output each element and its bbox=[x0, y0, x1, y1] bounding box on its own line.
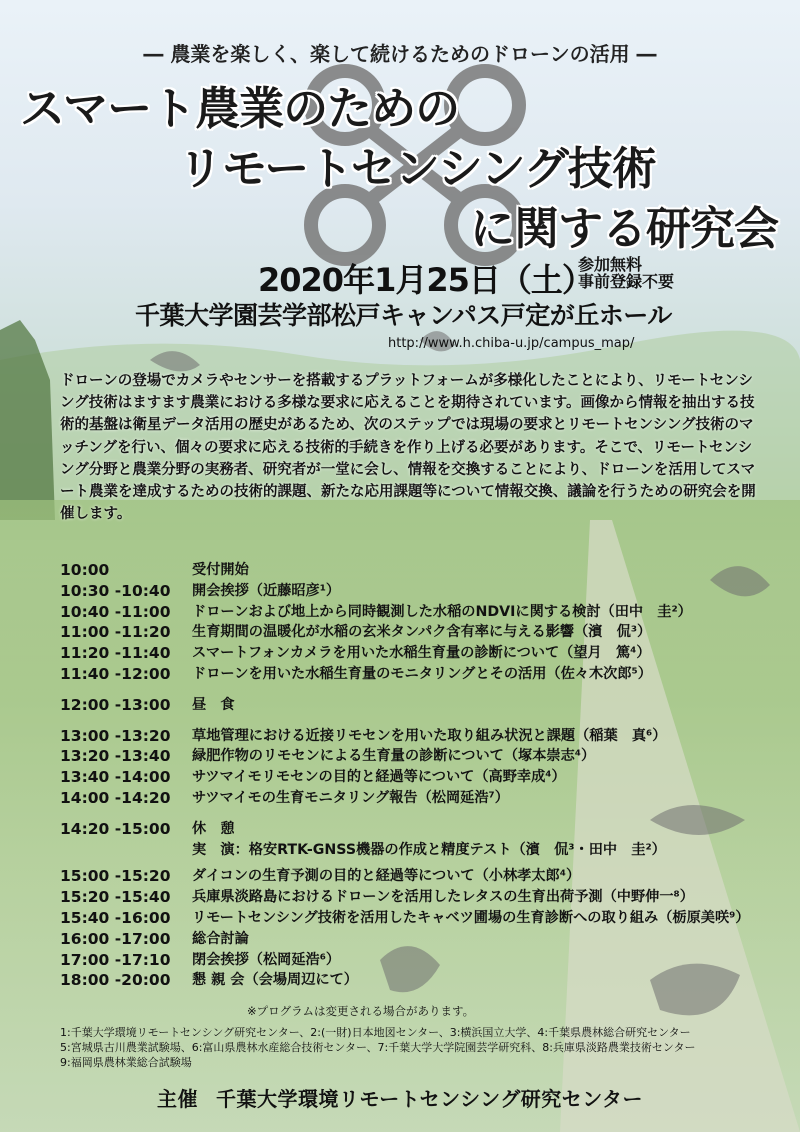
schedule-row bbox=[60, 726, 780, 747]
schedule-row bbox=[60, 950, 780, 971]
schedule-time bbox=[60, 840, 192, 861]
schedule-row bbox=[60, 866, 780, 887]
venue-url-link[interactable]: http://www.h.chiba-u.jp/campus_map/ bbox=[388, 336, 635, 351]
subtitle: ― 農業を楽しく、楽して続けるためのドローンの活用 ― bbox=[143, 42, 657, 66]
schedule-row bbox=[60, 819, 780, 840]
affiliation-footnotes bbox=[60, 1025, 780, 1070]
schedule-time: 15:40 -16:00 bbox=[60, 908, 171, 927]
event-venue: 千葉大学園芸学部松戸キャンパス戸定が丘ホール bbox=[135, 301, 672, 330]
schedule-row bbox=[60, 788, 780, 809]
schedule-time: 13:00 -13:20 bbox=[60, 726, 171, 745]
footnote-line: 9:福岡県農林業総合試験場 bbox=[60, 1056, 192, 1069]
schedule-time: 18:00 -20:00 bbox=[60, 971, 171, 990]
schedule-desc: 草地管理における近接リモセンを用いた取り組み状況と課題（稲葉 真⁶） bbox=[192, 727, 667, 744]
organizer bbox=[0, 1083, 800, 1112]
schedule-desc: 休 憩 bbox=[192, 820, 235, 837]
schedule-row bbox=[60, 840, 780, 861]
schedule-time: 13:40 -14:00 bbox=[60, 768, 171, 787]
organizer-label: 主催 bbox=[157, 1087, 199, 1111]
schedule-desc: サツマイモリモセンの目的と経過等について（高野幸成⁴） bbox=[192, 769, 566, 786]
schedule-desc: サツマイモの生育モニタリング報告（松岡延浩⁷） bbox=[192, 789, 509, 806]
schedule-row bbox=[60, 908, 780, 929]
schedule-time: 14:20 -15:00 bbox=[60, 819, 171, 838]
schedule-row bbox=[60, 560, 780, 581]
schedule-desc: 兵庫県淡路島におけるドローンを活用したレタスの生育出荷予測（中野伸一⁸） bbox=[192, 889, 694, 906]
schedule-desc: 緑肥作物のリモセンによる生育量の診断について（塚本崇志⁴） bbox=[192, 748, 596, 765]
title-line-2: リモートセンシング技術 bbox=[178, 142, 656, 195]
schedule-time: 11:20 -11:40 bbox=[60, 644, 171, 663]
schedule-row bbox=[60, 767, 780, 788]
schedule-desc: 開会挨拶（近藤昭彦¹） bbox=[192, 582, 341, 599]
schedule-row bbox=[60, 746, 780, 767]
schedule-time: 10:00 bbox=[60, 561, 110, 579]
schedule-time: 10:30 -10:40 bbox=[60, 581, 171, 600]
schedule bbox=[60, 560, 780, 991]
footnote-line: 1:千葉大学環境リモートセンシング研究センター、2:(一財)日本地図センター、3:横浜国立大学、4:千葉県農林総合研究センター bbox=[60, 1026, 691, 1039]
schedule-time: 15:00 -15:20 bbox=[60, 867, 171, 886]
schedule-time: 14:00 -14:20 bbox=[60, 788, 171, 807]
event-date: 2020年1月25日（土） bbox=[258, 261, 593, 299]
schedule-desc: 実 演：格安RTK-GNSS機器の作成と精度テスト（濱 侃³・田中 圭²） bbox=[192, 841, 666, 858]
organizer-name: 千葉大学環境リモートセンシング研究センター bbox=[216, 1087, 643, 1111]
schedule-time: 10:40 -11:00 bbox=[60, 602, 171, 621]
fee-free: 参加無料 bbox=[578, 255, 643, 274]
schedule-desc: リモートセンシング技術を活用したキャベツ圃場の生育診断への取り組み（栃原美咲⁹） bbox=[192, 909, 750, 926]
schedule-desc: ドローンおよび地上から同時観測した水稲のNDVIに関する検討（田中 圭²） bbox=[192, 603, 692, 620]
schedule-row bbox=[60, 643, 780, 664]
schedule-time: 16:00 -17:00 bbox=[60, 929, 171, 948]
title-line-3: に関する研究会 bbox=[470, 202, 779, 255]
schedule-row bbox=[60, 622, 780, 643]
schedule-desc: ドローンを用いた水稲生育量のモニタリングとその活用（佐々木次郎⁵） bbox=[192, 665, 652, 682]
schedule-row bbox=[60, 602, 780, 623]
schedule-row bbox=[60, 929, 780, 950]
title-line-1: スマート農業のための bbox=[20, 82, 460, 135]
schedule-row bbox=[60, 695, 780, 716]
schedule-time: 11:40 -12:00 bbox=[60, 664, 171, 683]
fee-info bbox=[578, 256, 674, 290]
schedule-time: 13:20 -13:40 bbox=[60, 747, 171, 766]
footnote-line: 5:宮城県古川農業試験場、6:富山県農林水産総合技術センター、7:千葉大学大学院園芸学研究科、8:兵庫県淡路農業技術センター bbox=[60, 1041, 696, 1054]
registration-not-required: 事前登録不要 bbox=[578, 272, 675, 291]
schedule-desc: 昼 食 bbox=[192, 696, 235, 713]
program-change-note: ※プログラムは変更される場合があります。 bbox=[247, 1004, 475, 1018]
schedule-time: 12:00 -13:00 bbox=[60, 695, 171, 714]
schedule-row bbox=[60, 970, 780, 991]
schedule-row bbox=[60, 664, 780, 685]
schedule-desc: 懇 親 会（会場周辺にて） bbox=[192, 972, 358, 989]
schedule-desc: ダイコンの生育予測の目的と経過等について（小林孝太郎⁴） bbox=[192, 868, 581, 885]
schedule-time: 17:00 -17:10 bbox=[60, 950, 171, 969]
schedule-row bbox=[60, 887, 780, 908]
schedule-desc: スマートフォンカメラを用いた水稲生育量の診断について（望月 篤⁴） bbox=[192, 645, 651, 662]
schedule-desc: 総合討論 bbox=[192, 930, 249, 947]
schedule-time: 15:20 -15:40 bbox=[60, 888, 171, 907]
schedule-time: 11:00 -11:20 bbox=[60, 623, 171, 642]
schedule-row bbox=[60, 581, 780, 602]
schedule-desc: 受付開始 bbox=[192, 562, 249, 578]
schedule-desc: 閉会挨拶（松岡延浩⁶） bbox=[192, 951, 341, 968]
schedule-desc: 生育期間の温暖化が水稲の玄米タンパク含有率に与える影響（濱 侃³） bbox=[192, 624, 652, 641]
intro-paragraph: ドローンの登場でカメラやセンサーを搭載するプラットフォームが多様化したことにより、リモートセンシング技術はますます農業における多様な要求に応えることを期待されています。画像から情報を抽出する技術的基盤は衛星データ活用の歴史があるため、次のステップでは現場の要求とリモートセンシング技術のマッチングを行い、個々の要求に応える技術的手続きを作り上げる必要があります。そこで、リモートセンシング分野と農業分野の実務者、研究者が一堂に会し、情報を交換することにより、ドローンを活用してスマート農業を達成するための技術的課題、新たな応用課題等について情報交換、議論を行うための研究会を開催します。 bbox=[60, 373, 756, 523]
